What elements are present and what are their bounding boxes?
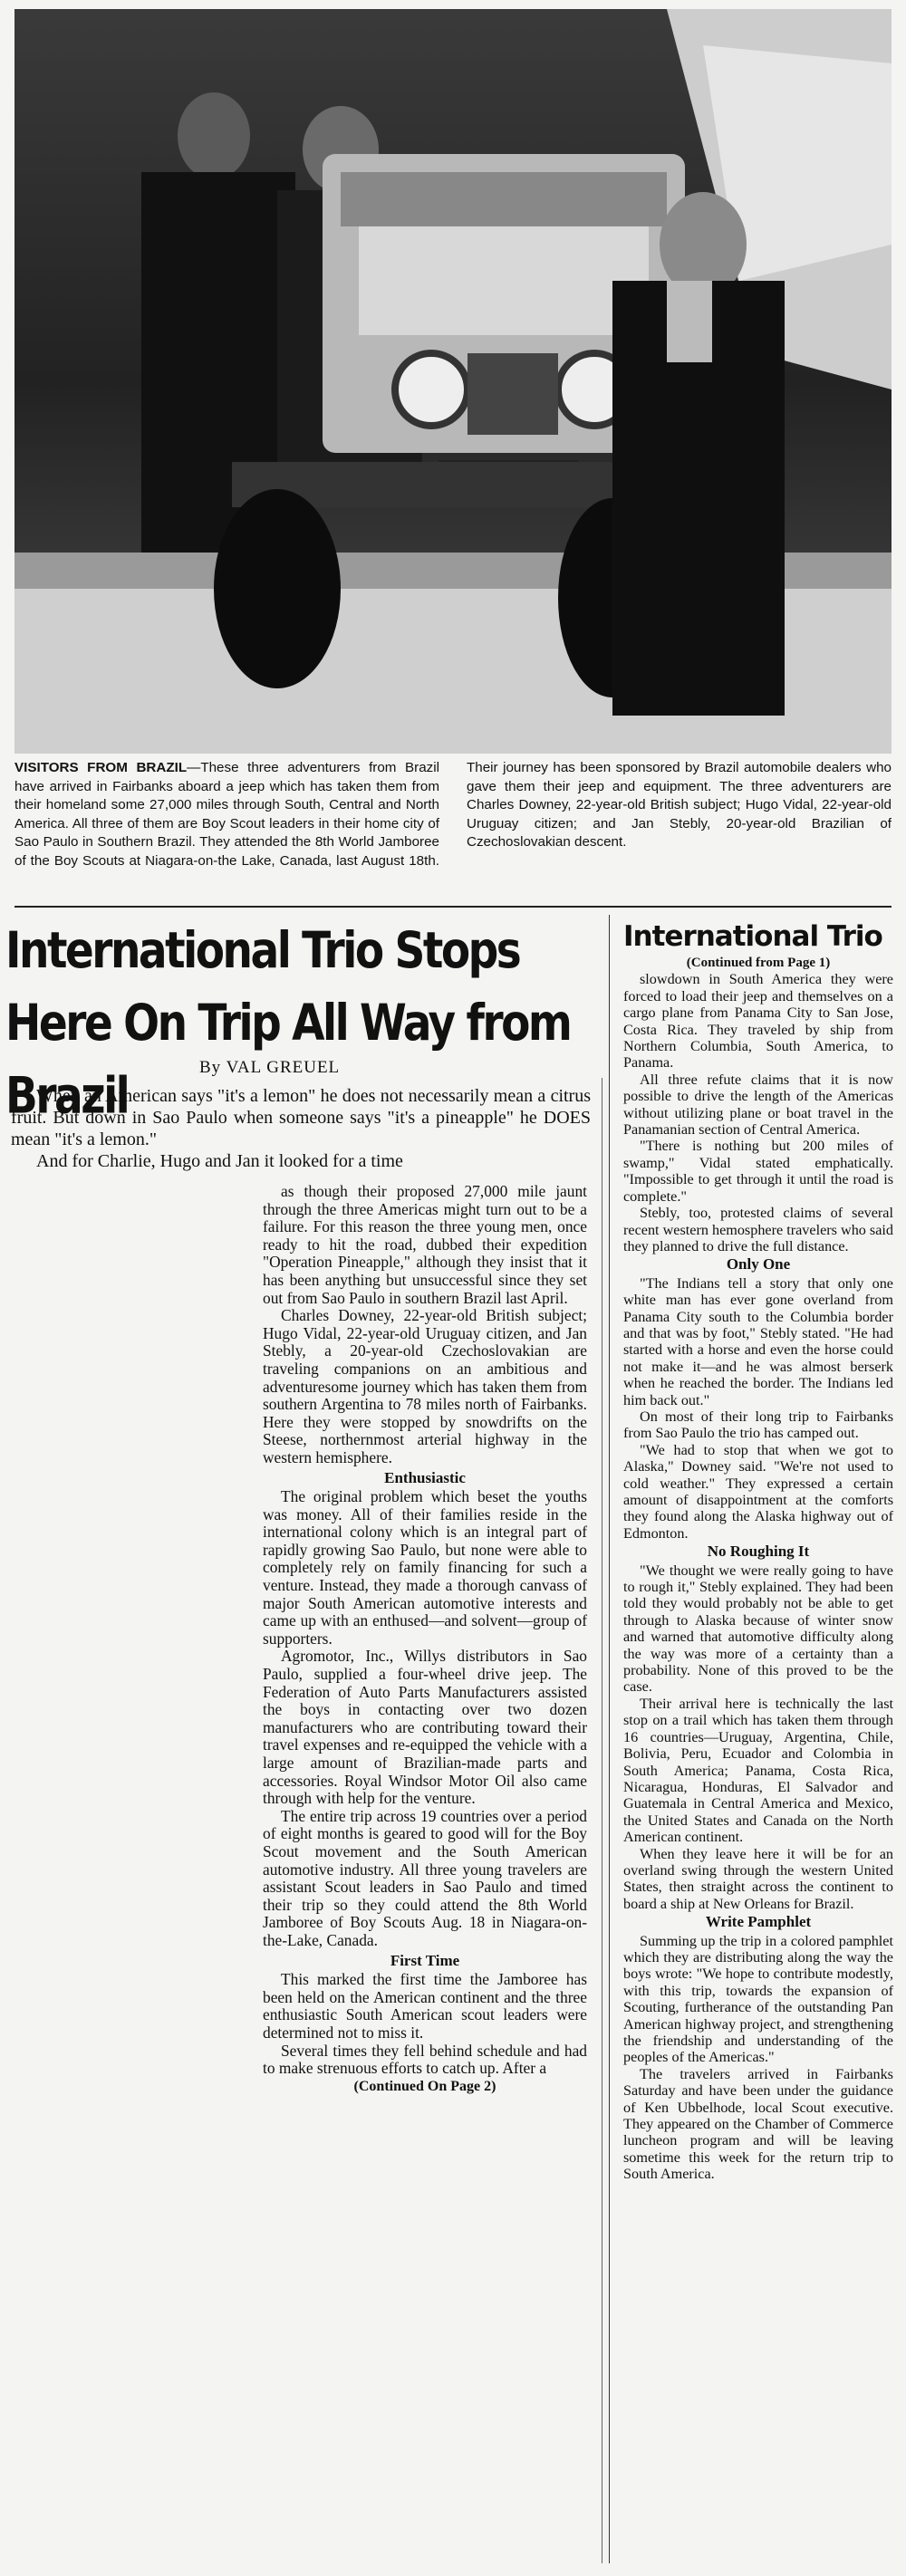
- body-paragraph: Agromotor, Inc., Willys distributors in Sao Paulo, supplied a four-wheel drive jeep. The Federation of Auto Parts Manufacturers assisted the boys in contacting over two dozen manufacturers who are contributing toward their travel expenses and re-equipped the vehicle with a large amount of Brazilian-made parts and accessories. Royal Windsor Motor Oil also came through with help for the venture.: [263, 1647, 587, 1808]
- jump-paragraph: All three refute claims that it is now possible to drive the length of the Americas without utilizing plane or boat travel in the Panamanian section of Central America.: [623, 1071, 893, 1139]
- photo-caption: [14, 759, 892, 870]
- section-rule: [14, 906, 892, 908]
- jump-paragraph: Summing up the trip in a colored pamphlet which they are distributing along the way the boys wrote: "We hope to contribute modestly, with this trip, towards the expansion of Scouting, furtherance of the outstanding Pan American highway project, and strengthening the friendship and understanding of the peoples of the Americas.": [623, 1932, 893, 2066]
- subhead: No Roughing It: [707, 1543, 810, 1561]
- body-paragraph: The original problem which beset the youths was money. All of their families reside in the international colony which is an integral part of rapidly growing Sao Paulo, but none were able to completely rely on family financing for such a venture. Instead, they made a thorough canvass of major South American automotive interests and came up with an enthused—and solvent—group of supporters.: [263, 1487, 587, 1648]
- jump-paragraph: slowdown in South America they were forced to load their jeep and themselves on a cargo plane from Panama City to San Jose, Costa Rica. They traveled by ship from Northern Columbia, South America, to Panama.: [623, 971, 893, 1072]
- jump-paragraph: The travelers arrived in Fairbanks Saturday and have been under the guidance of Ken Ubbelhode, local Scout executive. They appeared on the Chamber of Commerce luncheon program and will be leaving sometime this week for the return trip to South America.: [623, 2065, 893, 2183]
- jump-paragraph: Stebly, too, protested claims of several recent western hemosphere travelers who said they planned to drive the full distance.: [623, 1205, 893, 1254]
- continued-notice: (Continued On Page 2): [353, 2078, 496, 2094]
- lead-paragraph: When an American says "it's a lemon" he does not necessarily mean a citrus fruit. But down in Sao Paulo when someone says "it's a pineapple" he DOES mean "it's a lemon.": [11, 1086, 591, 1149]
- subhead: Write Pamphlet: [705, 1913, 812, 1931]
- headline: International Trio Stops Here On Trip All Way from Brazil: [5, 921, 571, 1126]
- continued-from: (Continued from Page 1): [686, 956, 831, 970]
- article-column: [263, 1183, 587, 2095]
- jump-paragraph: "We thought we were really going to have to rough it," Stebly explained. They had been told they would probably not be able to get through to Alaska because of winter snow and warned that automotive difficulty along the way was more of a certainty than a probability. None of this proved to be the case.: [623, 1562, 893, 1696]
- lead-paragraph: And for Charlie, Hugo and Jan it looked for a time: [36, 1151, 403, 1171]
- byline: By VAL GREUEL: [199, 1058, 341, 1077]
- jump-headline: International Trio: [623, 920, 882, 953]
- caption-kicker: VISITORS FROM BRAZIL: [14, 760, 188, 775]
- subhead: First Time: [390, 1951, 460, 1969]
- body-paragraph: This marked the first time the Jamboree has been held on the American continent and the three enthusiastic South American scout leaders were determined not to miss it.: [263, 1970, 587, 2042]
- jump-paragraph: "We had to stop that when we got to Alaska," Downey said. "We're not used to cold weather." They expressed a certain amount of disappointment at the comforts they found along the Alaska highway out of Edmonton.: [623, 1441, 893, 1542]
- news-photo: [14, 9, 892, 754]
- jump-paragraph: "The Indians tell a story that only one white man has ever gone overland from Panama City south to the Columbia border and that was by foot," Stebly stated. "He had started with a horse and even the horse could not make it—and he was almost berserk when he reached the border. The Indians led him back out.": [623, 1274, 893, 1408]
- body-paragraph: Several times they fell behind schedule and had to make strenuous efforts to catch up. After a: [263, 2041, 587, 2078]
- article-lead: [11, 1085, 591, 1172]
- jump-paragraph: On most of their long trip to Fairbanks from Sao Paulo the trio has camped out.: [623, 1408, 893, 1442]
- body-paragraph: Charles Downey, 22-year-old British subject; Hugo Vidal, 22-year-old Uruguay citizen, and Jan Stebly, a 20-year-old Czechoslovakian are traveling companions on an ambitious and adventuresome journey which has taken them from southern Argentina to 78 miles north of Fairbanks. Here they were stopped by snowdrifts on the Steese, northernmost arterial highway in the western hemisphere.: [263, 1306, 587, 1466]
- body-paragraph: as though their proposed 27,000 mile jaunt through the three Americas might turn out to be a failure. For this reason the three young men, once ready to hit the road, dubbed their expedition "Operation Pineapple," although they insist that it has been anything but unsuccessful since they set out from Sao Paulo in southern Brazil last April.: [263, 1182, 587, 1307]
- jump-paragraph: "There is nothing but 200 miles of swamp," Vidal stated emphatically. "Impossible to get through it until the road is complete.": [623, 1138, 893, 1205]
- subhead: Enthusiastic: [384, 1468, 466, 1486]
- subhead: Only One: [726, 1255, 791, 1274]
- jump-column: [623, 920, 893, 2183]
- body-paragraph: The entire trip across 19 countries over a period of eight months is geared to good will for the Boy Scout movement and the South American automotive industry. All three young travelers are assistant Scout leaders in Sao Paulo and timed their trip so they could attend the 8th World Jamboree of Boy Scouts Aug. 18 in Niagara-on-the-Lake, Canada.: [263, 1806, 587, 1949]
- jump-paragraph: Their arrival here is technically the last stop on a trail which has taken them through 16 countries—Uruguay, Argentina, Chile, Bolivia, Peru, Ecuador and Colombia in South America; Panama, Costa Rica, Nicaragua, Honduras, El Salvador and Guatemala in Central America and Mexico, the United States and Canada on the North American continent.: [623, 1695, 893, 1846]
- jump-paragraph: When they leave here it will be for an overland swing through the western United States, then straight across the continent to board a ship at New Orleans for Brazil.: [623, 1845, 893, 1912]
- caption-text: —These three adventurers from Brazil have arrived in Fairbanks aboard a jeep which has taken them from their homeland some 27,000 miles through South, Central and North America. All three of them are Boy Scout leaders in their home city of Sao Paulo in Southern Brazil. They attended the 8th World Jamboree of the Boy Scouts at Niagara-on-the Lake, Canada, last August 18th. Their journey has been sponsored by Brazil automobile dealers who gave them their jeep and equipment. The three adventurers are Charles Downey, 22-year-old British subject; Hugo Vidal, 22-year-old Uruguay citizen; and Jan Stebly, 20-year-old Brazilian of Czechoslovakian descent.: [14, 760, 892, 869]
